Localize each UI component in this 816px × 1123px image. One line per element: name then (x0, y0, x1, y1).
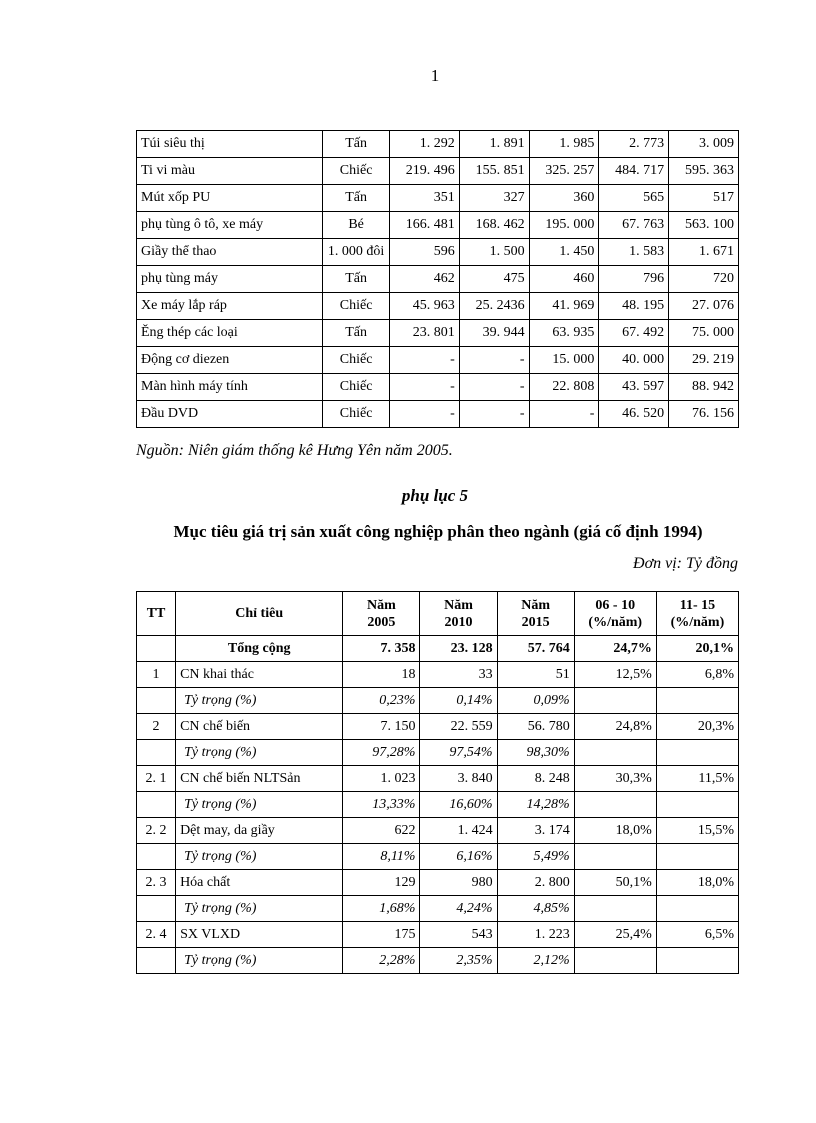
header-2015 (497, 592, 574, 636)
row-index: 2. 2 (137, 818, 176, 844)
product-unit: Tấn (323, 131, 390, 158)
product-unit: Chiếc (323, 293, 390, 320)
table-title: Mục tiêu giá trị sản xuất công nghiệp phân theo ngành (giá cố định 1994) (173, 522, 703, 541)
value-y2010: 4,24% (420, 896, 497, 922)
page-number: 1 (430, 66, 440, 85)
value-y2015: 2,12% (497, 948, 574, 974)
indicator-name: Tỷ trọng (%) (176, 688, 343, 714)
indicator-name: CN chế biến NLTSản (176, 766, 343, 792)
value-r2: 6,5% (656, 922, 738, 948)
value-r2: 20,1% (656, 636, 738, 662)
indicator-name: Tỷ trọng (%) (176, 896, 343, 922)
product-name: phụ tùng máy (137, 266, 323, 293)
value-r2: 11,5% (656, 766, 738, 792)
value-cell: 563. 100 (669, 212, 739, 239)
value-cell: 1. 583 (599, 239, 669, 266)
industry-target-table (136, 591, 739, 974)
share-row (137, 948, 739, 974)
value-cell: 67. 763 (599, 212, 669, 239)
indicator-name: Hóa chất (176, 870, 343, 896)
header-2005-line2: 2005 (367, 614, 396, 630)
value-cell: 484. 717 (599, 158, 669, 185)
header-tt: TT (137, 592, 176, 636)
value-y2015: 3. 174 (497, 818, 574, 844)
value-y2010: 22. 559 (420, 714, 497, 740)
header-2010 (420, 592, 497, 636)
header-rate-06-10-line2: (%/năm) (588, 614, 643, 630)
header-rate-11-15-line1: 11- 15 (679, 597, 716, 613)
value-y2015: 14,28% (497, 792, 574, 818)
value-r1 (574, 792, 656, 818)
value-cell: 595. 363 (669, 158, 739, 185)
value-cell: 88. 942 (669, 374, 739, 401)
value-y2010: 2,35% (420, 948, 497, 974)
indicator-name: Tỷ trọng (%) (176, 792, 343, 818)
row-index (137, 844, 176, 870)
value-cell: 22. 808 (529, 374, 599, 401)
value-y2005: 175 (343, 922, 420, 948)
indicator-name: Tỷ trọng (%) (176, 844, 343, 870)
header-2015-line2: 2015 (521, 614, 550, 630)
row-index: 2. 3 (137, 870, 176, 896)
indicator-name: SX VLXD (176, 922, 343, 948)
product-unit: Chiếc (323, 347, 390, 374)
value-r2 (656, 792, 738, 818)
industry-target-table-body (137, 636, 739, 974)
value-y2005: 2,28% (343, 948, 420, 974)
indicator-name: CN khai thác (176, 662, 343, 688)
row-index (137, 688, 176, 714)
value-y2015: 51 (497, 662, 574, 688)
product-name: Ěng thép các loại (137, 320, 323, 347)
indicator-name: CN chế biến (176, 714, 343, 740)
value-r2 (656, 896, 738, 922)
unit-note: Đơn vị: Tỷ đồng (633, 555, 738, 572)
source-note: Nguồn: Niên giám thống kê Hưng Yên năm 2005. (136, 442, 453, 459)
value-cell: 27. 076 (669, 293, 739, 320)
value-y2015: 2. 800 (497, 870, 574, 896)
value-y2010: 0,14% (420, 688, 497, 714)
product-name: Xe máy lắp ráp (137, 293, 323, 320)
value-y2005: 8,11% (343, 844, 420, 870)
value-y2005: 18 (343, 662, 420, 688)
value-cell: 23. 801 (390, 320, 460, 347)
value-cell: 195. 000 (529, 212, 599, 239)
share-row (137, 740, 739, 766)
value-cell: 76. 156 (669, 401, 739, 428)
value-y2010: 543 (420, 922, 497, 948)
value-r2: 18,0% (656, 870, 738, 896)
table-row (137, 766, 739, 792)
product-unit: Chiếc (323, 374, 390, 401)
row-index: 2 (137, 714, 176, 740)
value-cell: 25. 2436 (459, 293, 529, 320)
share-row (137, 688, 739, 714)
table-row (137, 922, 739, 948)
value-cell: 45. 963 (390, 293, 460, 320)
value-r1 (574, 740, 656, 766)
value-cell: - (390, 347, 460, 374)
value-cell: 67. 492 (599, 320, 669, 347)
product-name: Giầy thể thao (137, 239, 323, 266)
value-y2005: 1. 023 (343, 766, 420, 792)
table-row (137, 401, 739, 428)
product-name: Đầu DVD (137, 401, 323, 428)
value-cell: 48. 195 (599, 293, 669, 320)
value-y2015: 4,85% (497, 896, 574, 922)
value-r2: 20,3% (656, 714, 738, 740)
row-index: 2. 1 (137, 766, 176, 792)
table-row (137, 320, 739, 347)
value-y2005: 13,33% (343, 792, 420, 818)
header-2010-line1: Năm (444, 597, 473, 613)
value-y2015: 56. 780 (497, 714, 574, 740)
value-cell: - (459, 347, 529, 374)
header-row (137, 592, 739, 636)
product-output-table (136, 130, 739, 428)
header-indicator: Chỉ tiêu (176, 592, 343, 636)
value-cell: 166. 481 (390, 212, 460, 239)
value-r1 (574, 948, 656, 974)
value-cell: 596 (390, 239, 460, 266)
product-unit: Bé (323, 212, 390, 239)
share-row (137, 896, 739, 922)
value-r2 (656, 844, 738, 870)
row-index (137, 948, 176, 974)
product-name: Ti vi màu (137, 158, 323, 185)
value-r1: 18,0% (574, 818, 656, 844)
value-cell: 351 (390, 185, 460, 212)
product-unit: 1. 000 đôi (323, 239, 390, 266)
value-r2: 6,8% (656, 662, 738, 688)
value-y2005: 129 (343, 870, 420, 896)
indicator-name: Tỷ trọng (%) (176, 948, 343, 974)
product-name: Mút xốp PU (137, 185, 323, 212)
value-cell: 360 (529, 185, 599, 212)
header-rate-06-10 (574, 592, 656, 636)
value-r2: 15,5% (656, 818, 738, 844)
value-cell: 475 (459, 266, 529, 293)
value-cell: 720 (669, 266, 739, 293)
table-row (137, 374, 739, 401)
value-cell: 462 (390, 266, 460, 293)
header-2010-line2: 2010 (444, 614, 473, 630)
table-row (137, 293, 739, 320)
value-y2005: 7. 150 (343, 714, 420, 740)
value-y2015: 0,09% (497, 688, 574, 714)
product-output-table-body (137, 131, 739, 428)
share-row (137, 844, 739, 870)
table-row (137, 266, 739, 293)
value-cell: - (390, 374, 460, 401)
header-rate-11-15-line2: (%/năm) (670, 614, 725, 630)
row-index (137, 792, 176, 818)
product-unit: Tấn (323, 185, 390, 212)
value-y2005: 1,68% (343, 896, 420, 922)
table-row (137, 239, 739, 266)
value-r1: 50,1% (574, 870, 656, 896)
value-cell: - (529, 401, 599, 428)
value-y2010: 23. 128 (420, 636, 497, 662)
value-r1: 24,7% (574, 636, 656, 662)
appendix-title: phụ lục 5 (401, 486, 469, 505)
table-row (137, 714, 739, 740)
value-cell: 168. 462 (459, 212, 529, 239)
value-y2005: 0,23% (343, 688, 420, 714)
table-row (137, 870, 739, 896)
value-y2010: 1. 424 (420, 818, 497, 844)
total-row (137, 636, 739, 662)
value-cell: - (459, 401, 529, 428)
product-unit: Tấn (323, 266, 390, 293)
value-y2010: 6,16% (420, 844, 497, 870)
value-cell: 29. 219 (669, 347, 739, 374)
table-row (137, 347, 739, 374)
value-cell: 2. 773 (599, 131, 669, 158)
table-row (137, 662, 739, 688)
value-cell: - (390, 401, 460, 428)
table-row (137, 212, 739, 239)
product-unit: Chiếc (323, 401, 390, 428)
value-y2015: 8. 248 (497, 766, 574, 792)
value-r1: 25,4% (574, 922, 656, 948)
value-cell: 1. 500 (459, 239, 529, 266)
value-y2010: 16,60% (420, 792, 497, 818)
value-cell: 43. 597 (599, 374, 669, 401)
value-cell: 1. 292 (390, 131, 460, 158)
header-rate-06-10-line1: 06 - 10 (595, 597, 636, 613)
value-r2 (656, 948, 738, 974)
value-cell: 325. 257 (529, 158, 599, 185)
value-y2015: 1. 223 (497, 922, 574, 948)
value-y2005: 97,28% (343, 740, 420, 766)
table-row (137, 131, 739, 158)
table-row (137, 158, 739, 185)
value-cell: 63. 935 (529, 320, 599, 347)
value-r1: 12,5% (574, 662, 656, 688)
value-cell: 1. 450 (529, 239, 599, 266)
indicator-name: Tổng cộng (176, 636, 343, 662)
row-index (137, 740, 176, 766)
header-2005-line1: Năm (367, 597, 396, 613)
table-row (137, 185, 739, 212)
value-r2 (656, 688, 738, 714)
value-r1: 24,8% (574, 714, 656, 740)
product-name: Màn hình máy tính (137, 374, 323, 401)
value-cell: 517 (669, 185, 739, 212)
value-y2010: 980 (420, 870, 497, 896)
value-r1 (574, 688, 656, 714)
header-2005 (343, 592, 420, 636)
value-y2010: 97,54% (420, 740, 497, 766)
value-y2010: 33 (420, 662, 497, 688)
value-cell: 39. 944 (459, 320, 529, 347)
value-r1 (574, 896, 656, 922)
value-y2015: 5,49% (497, 844, 574, 870)
value-y2010: 3. 840 (420, 766, 497, 792)
value-cell: 796 (599, 266, 669, 293)
product-unit: Tấn (323, 320, 390, 347)
row-index (137, 636, 176, 662)
share-row (137, 792, 739, 818)
value-y2015: 57. 764 (497, 636, 574, 662)
indicator-name: Tỷ trọng (%) (176, 740, 343, 766)
value-cell: 1. 985 (529, 131, 599, 158)
value-cell: 41. 969 (529, 293, 599, 320)
value-cell: 327 (459, 185, 529, 212)
row-index: 1 (137, 662, 176, 688)
header-rate-11-15 (656, 592, 738, 636)
header-2015-line1: Năm (521, 597, 551, 613)
value-cell: 46. 520 (599, 401, 669, 428)
table-row (137, 818, 739, 844)
value-r1 (574, 844, 656, 870)
value-cell: - (459, 374, 529, 401)
value-y2015: 98,30% (497, 740, 574, 766)
value-cell: 75. 000 (669, 320, 739, 347)
value-cell: 155. 851 (459, 158, 529, 185)
indicator-name: Dệt may, da giầy (176, 818, 343, 844)
value-cell: 1. 671 (669, 239, 739, 266)
value-cell: 15. 000 (529, 347, 599, 374)
value-y2005: 7. 358 (343, 636, 420, 662)
value-cell: 3. 009 (669, 131, 739, 158)
value-y2005: 622 (343, 818, 420, 844)
product-unit: Chiếc (323, 158, 390, 185)
value-r1: 30,3% (574, 766, 656, 792)
value-cell: 460 (529, 266, 599, 293)
product-name: Túi siêu thị (137, 131, 323, 158)
value-cell: 1. 891 (459, 131, 529, 158)
value-cell: 40. 000 (599, 347, 669, 374)
row-index: 2. 4 (137, 922, 176, 948)
product-name: Động cơ diezen (137, 347, 323, 374)
row-index (137, 896, 176, 922)
product-name: phụ tùng ô tô, xe máy (137, 212, 323, 239)
value-r2 (656, 740, 738, 766)
value-cell: 219. 496 (390, 158, 460, 185)
value-cell: 565 (599, 185, 669, 212)
